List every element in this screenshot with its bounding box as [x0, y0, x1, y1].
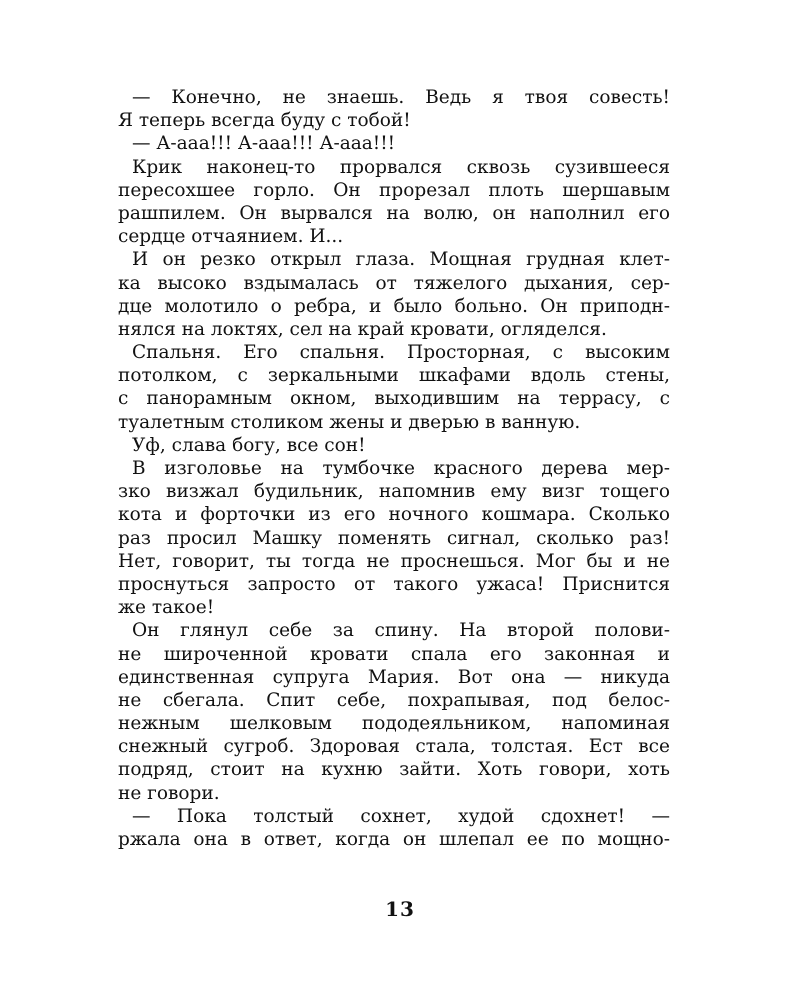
text-line: не широченной кровати спала его законная и — [118, 643, 670, 665]
text-line: — Пока толстый сохнет, худой сдохнет! — — [132, 805, 670, 827]
text-line: ржала она в ответ, когда он шлепал ее по мощно- — [118, 829, 670, 850]
text-line: И он резко открыл глаза. Мощная грудная клет- — [132, 249, 670, 271]
text-line: подряд, стоит на кухню зайти. Хоть говори, хоть — [118, 759, 670, 781]
text-line: рашпилем. Он вырвался на волю, он наполнил его — [118, 202, 670, 224]
text-line: дце молотило о ребра, и было больно. Он приподн- — [118, 295, 670, 317]
text-line: зко визжал будильник, напомнив ему визг тощего — [118, 481, 670, 503]
text-line: нялся на локтях, сел на край кровати, огляделся. — [118, 318, 607, 340]
text-line: Нет, говорит, ты тогда не проснешься. Мог бы и не — [118, 550, 670, 572]
body-text — [118, 86, 670, 851]
text-line: — Конечно, не знаешь. Ведь я твоя совесть! — [132, 87, 670, 108]
text-line: кота и форточки из его ночного кошмара. Сколько — [118, 504, 670, 526]
text-line: В изголовье на тумбочке красного дерева мер- — [132, 458, 670, 479]
text-line: Уф, слава богу, все сон! — [132, 434, 366, 456]
text-line: не сбегала. Спит себе, похрапывая, под белос- — [118, 689, 670, 711]
text-line: снежный сугроб. Здоровая стала, толстая. Ест все — [118, 736, 670, 758]
text-line: с панорамным окном, выходившим на террасу, с — [118, 388, 670, 410]
page-number: 13 — [385, 897, 415, 921]
text-line: же такое! — [118, 597, 215, 619]
text-line: Я теперь всегда буду с тобой! — [118, 110, 411, 132]
text-line: нежным шелковым пододеяльником, напоминая — [118, 713, 670, 735]
text-line: единственная супруга Мария. Вот она — никуда — [118, 666, 670, 688]
text-line: Крик наконец-то прорвался сквозь сузившееся — [132, 156, 670, 178]
text-line: не говори. — [118, 782, 220, 804]
text-line: Спальня. Его спальня. Просторная, с высоким — [132, 342, 670, 364]
text-line: пересохшее горло. Он прорезал плоть шершавым — [118, 179, 670, 201]
text-line: — А-ааа!!! А-ааа!!! А-ааа!!! — [132, 133, 396, 155]
text-line: раз просил Машку поменять сигнал, сколько раз! — [118, 527, 670, 549]
text-line: потолком, с зеркальными шкафами вдоль стены, — [118, 365, 670, 387]
text-line: ка высоко вздымалась от тяжелого дыхания, сер- — [118, 272, 670, 294]
text-line: проснуться запросто от такого ужаса! Приснится — [118, 573, 670, 595]
text-line: туалетным столиком жены и дверью в ванную. — [118, 411, 581, 433]
text-line: сердце отчаянием. И... — [118, 226, 344, 248]
text-line: Он глянул себе за спину. На второй полови- — [132, 620, 670, 642]
